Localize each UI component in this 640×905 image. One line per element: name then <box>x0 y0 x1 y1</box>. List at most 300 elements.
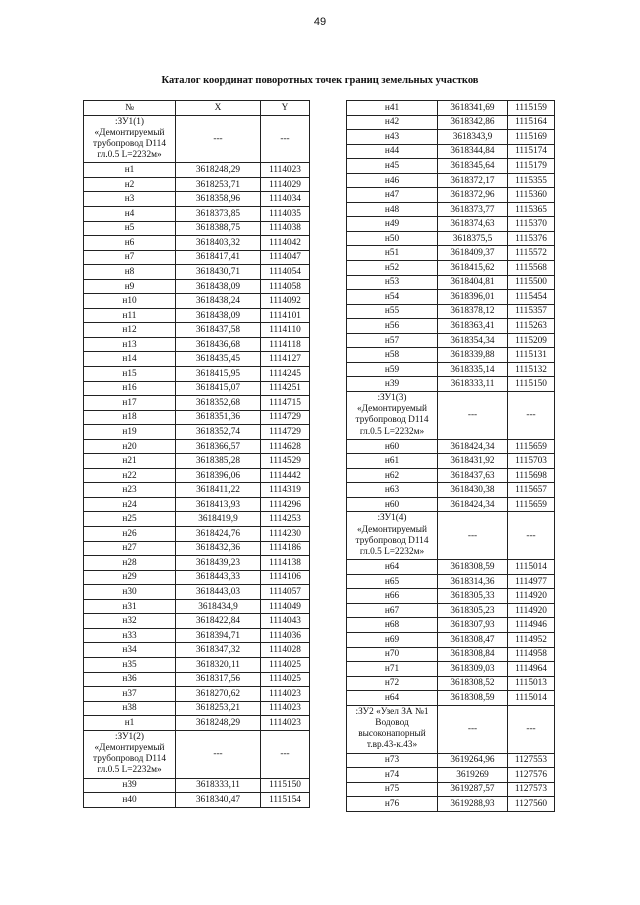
x-cell: 3618373,85 <box>176 207 261 222</box>
point-number-cell: н43 <box>347 130 438 145</box>
header-x: X <box>176 101 261 116</box>
x-cell: --- <box>176 730 261 778</box>
x-cell: 3618411,22 <box>176 483 261 498</box>
y-cell: 1115365 <box>508 202 555 217</box>
point-number-cell: н70 <box>347 647 438 662</box>
y-cell: 1127573 <box>508 782 555 797</box>
table-row <box>84 265 310 280</box>
x-cell: 3618443,33 <box>176 570 261 585</box>
y-cell: --- <box>508 512 555 560</box>
x-cell: 3618434,9 <box>176 599 261 614</box>
table-row <box>347 454 555 469</box>
x-cell: 3618317,56 <box>176 672 261 687</box>
table-row <box>84 643 310 658</box>
x-cell: 3618341,69 <box>438 101 508 116</box>
point-number-cell: н4 <box>84 207 176 222</box>
table-row <box>84 778 310 793</box>
point-number-cell: н33 <box>84 628 176 643</box>
y-cell: 1115370 <box>508 217 555 232</box>
point-number-cell: н45 <box>347 159 438 174</box>
point-number-cell: н73 <box>347 753 438 768</box>
x-cell: 3618394,71 <box>176 628 261 643</box>
x-cell: 3618363,41 <box>438 319 508 334</box>
x-cell: 3618309,03 <box>438 662 508 677</box>
x-cell: --- <box>438 705 508 753</box>
y-cell: 1115014 <box>508 560 555 575</box>
point-number-cell: н39 <box>347 377 438 392</box>
y-cell: 1114054 <box>261 265 310 280</box>
x-cell: 3618424,34 <box>438 439 508 454</box>
table-row <box>84 308 310 323</box>
table-row <box>347 246 555 261</box>
point-number-cell: н49 <box>347 217 438 232</box>
y-cell: 1127560 <box>508 797 555 812</box>
x-cell: 3618320,11 <box>176 657 261 672</box>
x-cell: 3618339,88 <box>438 348 508 363</box>
point-number-cell: н44 <box>347 144 438 159</box>
point-number-cell: н46 <box>347 173 438 188</box>
table-row <box>347 130 555 145</box>
y-cell: 1114964 <box>508 662 555 677</box>
point-number-cell: н60 <box>347 439 438 454</box>
x-cell: 3619288,93 <box>438 797 508 812</box>
table-row <box>84 236 310 251</box>
point-number-cell: н42 <box>347 115 438 130</box>
table-row <box>84 410 310 425</box>
y-cell: 1114023 <box>261 687 310 702</box>
point-number-cell: н10 <box>84 294 176 309</box>
point-number-cell: н40 <box>84 793 176 808</box>
point-number-cell: н58 <box>347 348 438 363</box>
point-number-cell: н7 <box>84 250 176 265</box>
point-number-cell: н31 <box>84 599 176 614</box>
y-cell: 1114043 <box>261 614 310 629</box>
point-number-cell: н67 <box>347 603 438 618</box>
point-number-cell: н71 <box>347 662 438 677</box>
x-cell: 3618374,63 <box>438 217 508 232</box>
y-cell: 1115355 <box>508 173 555 188</box>
point-number-cell: н39 <box>84 778 176 793</box>
y-cell: 1114106 <box>261 570 310 585</box>
table-row <box>347 261 555 276</box>
x-cell: 3618345,64 <box>438 159 508 174</box>
y-cell: --- <box>261 730 310 778</box>
point-number-cell: н22 <box>84 468 176 483</box>
section-label-cell: :ЗУ1(3) «Демонтируемый трубопровод D114 гл.0.5 L=2232м» <box>347 391 438 439</box>
section-label-cell: :ЗУ1(4) «Демонтируемый трубопровод D114 гл.0.5 L=2232м» <box>347 512 438 560</box>
y-cell: 1114715 <box>261 396 310 411</box>
x-cell: 3618413,93 <box>176 497 261 512</box>
y-cell: 1115169 <box>508 130 555 145</box>
table-row <box>84 396 310 411</box>
table-row <box>84 657 310 672</box>
point-number-cell: н1 <box>84 716 176 731</box>
y-cell: 1115154 <box>261 793 310 808</box>
y-cell: 1115150 <box>261 778 310 793</box>
y-cell: 1114034 <box>261 192 310 207</box>
table-header-row <box>84 101 310 116</box>
point-number-cell: н61 <box>347 454 438 469</box>
table-row <box>347 362 555 377</box>
y-cell: 1114023 <box>261 701 310 716</box>
y-cell: 1115454 <box>508 290 555 305</box>
point-number-cell: н18 <box>84 410 176 425</box>
x-cell: 3618424,76 <box>176 527 261 542</box>
point-number-cell: н56 <box>347 319 438 334</box>
table-row <box>347 768 555 783</box>
y-cell: 1115659 <box>508 439 555 454</box>
x-cell: --- <box>438 512 508 560</box>
point-number-cell: н32 <box>84 614 176 629</box>
table-row <box>84 192 310 207</box>
y-cell: 1114110 <box>261 323 310 338</box>
table-row <box>84 614 310 629</box>
y-cell: 1114092 <box>261 294 310 309</box>
table-row <box>84 468 310 483</box>
x-cell: 3618308,52 <box>438 676 508 691</box>
table-row <box>84 672 310 687</box>
section-row <box>84 115 310 163</box>
y-cell: 1115698 <box>508 468 555 483</box>
x-cell: 3618343,9 <box>438 130 508 145</box>
x-cell: 3618248,29 <box>176 163 261 178</box>
point-number-cell: н13 <box>84 337 176 352</box>
table-row <box>347 275 555 290</box>
page-number: 49 <box>313 16 327 28</box>
section-label-cell: :ЗУ1(1) «Демонтируемый трубопровод D114 гл.0.5 L=2232м» <box>84 115 176 163</box>
y-cell: 1115376 <box>508 231 555 246</box>
table-row <box>84 793 310 808</box>
x-cell: 3618347,32 <box>176 643 261 658</box>
point-number-cell: н38 <box>84 701 176 716</box>
section-row <box>347 705 555 753</box>
section-label-cell: :ЗУ2 «Узел ЗА №1 Водовод высоконапорный т.вр.43-к.43» <box>347 705 438 753</box>
x-cell: 3618308,47 <box>438 633 508 648</box>
x-cell: 3618432,36 <box>176 541 261 556</box>
y-cell: 1114029 <box>261 177 310 192</box>
point-number-cell: н50 <box>347 231 438 246</box>
table-row <box>84 207 310 222</box>
point-number-cell: н35 <box>84 657 176 672</box>
x-cell: 3618437,58 <box>176 323 261 338</box>
x-cell: --- <box>438 391 508 439</box>
x-cell: 3618415,62 <box>438 261 508 276</box>
y-cell: 1114920 <box>508 589 555 604</box>
coordinates-table-left <box>83 100 310 808</box>
header-num: № <box>84 101 176 116</box>
point-number-cell: н23 <box>84 483 176 498</box>
y-cell: 1114920 <box>508 603 555 618</box>
table-row <box>347 115 555 130</box>
y-cell: 1114023 <box>261 716 310 731</box>
y-cell: 1115657 <box>508 483 555 498</box>
x-cell: 3618372,96 <box>438 188 508 203</box>
table-row <box>84 425 310 440</box>
coordinates-table-right <box>346 100 555 812</box>
x-cell: 3618415,07 <box>176 381 261 396</box>
x-cell: 3618305,23 <box>438 603 508 618</box>
point-number-cell: н65 <box>347 574 438 589</box>
table-row <box>347 497 555 512</box>
table-row <box>84 250 310 265</box>
y-cell: --- <box>261 115 310 163</box>
y-cell: 1114729 <box>261 425 310 440</box>
table-row <box>84 512 310 527</box>
point-number-cell: н29 <box>84 570 176 585</box>
x-cell: 3618333,11 <box>438 377 508 392</box>
point-number-cell: н17 <box>84 396 176 411</box>
table-row <box>84 599 310 614</box>
y-cell: 1114952 <box>508 633 555 648</box>
table-row <box>347 618 555 633</box>
table-row <box>84 716 310 731</box>
table-row <box>347 144 555 159</box>
table-row <box>84 381 310 396</box>
point-number-cell: н20 <box>84 439 176 454</box>
x-cell: 3618435,45 <box>176 352 261 367</box>
y-cell: 1114230 <box>261 527 310 542</box>
x-cell: 3618354,34 <box>438 333 508 348</box>
point-number-cell: н55 <box>347 304 438 319</box>
table-row <box>84 570 310 585</box>
point-number-cell: н54 <box>347 290 438 305</box>
table-row <box>347 662 555 677</box>
table-row <box>347 797 555 812</box>
header-y: Y <box>261 101 310 116</box>
x-cell: 3618248,29 <box>176 716 261 731</box>
point-number-cell: н30 <box>84 585 176 600</box>
x-cell: 3618372,17 <box>438 173 508 188</box>
table-row <box>347 782 555 797</box>
point-number-cell: н52 <box>347 261 438 276</box>
y-cell: 1114047 <box>261 250 310 265</box>
table-row <box>347 647 555 662</box>
x-cell: 3618366,57 <box>176 439 261 454</box>
table-row <box>347 439 555 454</box>
y-cell: 1114023 <box>261 163 310 178</box>
section-row <box>347 512 555 560</box>
table-row <box>347 333 555 348</box>
point-number-cell: н3 <box>84 192 176 207</box>
y-cell: 1114036 <box>261 628 310 643</box>
table-row <box>347 753 555 768</box>
x-cell: 3618385,28 <box>176 454 261 469</box>
y-cell: 1114035 <box>261 207 310 222</box>
point-number-cell: н21 <box>84 454 176 469</box>
table-row <box>347 231 555 246</box>
x-cell: 3618443,03 <box>176 585 261 600</box>
y-cell: 1115179 <box>508 159 555 174</box>
point-number-cell: н53 <box>347 275 438 290</box>
y-cell: 1115357 <box>508 304 555 319</box>
table-row <box>84 279 310 294</box>
x-cell: 3618375,5 <box>438 231 508 246</box>
point-number-cell: н34 <box>84 643 176 658</box>
table-row <box>347 468 555 483</box>
table-row <box>84 177 310 192</box>
y-cell: 1115360 <box>508 188 555 203</box>
x-cell: --- <box>176 115 261 163</box>
table-row <box>347 589 555 604</box>
x-cell: 3618438,09 <box>176 308 261 323</box>
x-cell: 3618438,09 <box>176 279 261 294</box>
point-number-cell: н2 <box>84 177 176 192</box>
x-cell: 3618415,95 <box>176 367 261 382</box>
y-cell: 1114946 <box>508 618 555 633</box>
point-number-cell: н76 <box>347 797 438 812</box>
table-row <box>347 188 555 203</box>
y-cell: --- <box>508 391 555 439</box>
x-cell: 3618431,92 <box>438 454 508 469</box>
x-cell: 3618342,86 <box>438 115 508 130</box>
y-cell: 1114042 <box>261 236 310 251</box>
y-cell: 1115150 <box>508 377 555 392</box>
table-row <box>347 691 555 706</box>
point-number-cell: н60 <box>347 497 438 512</box>
table-row <box>347 290 555 305</box>
y-cell: 1114628 <box>261 439 310 454</box>
y-cell: 1115131 <box>508 348 555 363</box>
x-cell: 3618253,21 <box>176 701 261 716</box>
x-cell: 3618253,71 <box>176 177 261 192</box>
table-row <box>347 377 555 392</box>
y-cell: 1114729 <box>261 410 310 425</box>
y-cell: 1127553 <box>508 753 555 768</box>
y-cell: 1114028 <box>261 643 310 658</box>
point-number-cell: н16 <box>84 381 176 396</box>
point-number-cell: н64 <box>347 560 438 575</box>
y-cell: 1114127 <box>261 352 310 367</box>
point-number-cell: н63 <box>347 483 438 498</box>
point-number-cell: н51 <box>347 246 438 261</box>
point-number-cell: н69 <box>347 633 438 648</box>
point-number-cell: н66 <box>347 589 438 604</box>
section-label-cell: :ЗУ1(2) «Демонтируемый трубопровод D114 гл.0.5 L=2232м» <box>84 730 176 778</box>
point-number-cell: н12 <box>84 323 176 338</box>
x-cell: 3618378,12 <box>438 304 508 319</box>
y-cell: 1115659 <box>508 497 555 512</box>
x-cell: 3619269 <box>438 768 508 783</box>
point-number-cell: н36 <box>84 672 176 687</box>
x-cell: 3618417,41 <box>176 250 261 265</box>
y-cell: 1114958 <box>508 647 555 662</box>
table-body-right <box>347 101 555 812</box>
x-cell: 3618333,11 <box>176 778 261 793</box>
x-cell: 3618409,37 <box>438 246 508 261</box>
table-row <box>347 319 555 334</box>
table-row <box>84 585 310 600</box>
point-number-cell: н11 <box>84 308 176 323</box>
point-number-cell: н15 <box>84 367 176 382</box>
y-cell: 1114038 <box>261 221 310 236</box>
y-cell: 1114319 <box>261 483 310 498</box>
x-cell: 3618308,84 <box>438 647 508 662</box>
table-row <box>347 101 555 116</box>
y-cell: 1115014 <box>508 691 555 706</box>
x-cell: 3618419,9 <box>176 512 261 527</box>
y-cell: 1114025 <box>261 672 310 687</box>
x-cell: 3618373,77 <box>438 202 508 217</box>
x-cell: 3618422,84 <box>176 614 261 629</box>
point-number-cell: н6 <box>84 236 176 251</box>
y-cell: 1114138 <box>261 556 310 571</box>
x-cell: 3618305,33 <box>438 589 508 604</box>
point-number-cell: н48 <box>347 202 438 217</box>
y-cell: 1114529 <box>261 454 310 469</box>
table-row <box>347 159 555 174</box>
y-cell: 1114101 <box>261 308 310 323</box>
y-cell: 1115572 <box>508 246 555 261</box>
table-row <box>84 628 310 643</box>
point-number-cell: н37 <box>84 687 176 702</box>
y-cell: 1114049 <box>261 599 310 614</box>
y-cell: 1115263 <box>508 319 555 334</box>
x-cell: 3618388,75 <box>176 221 261 236</box>
x-cell: 3618358,96 <box>176 192 261 207</box>
x-cell: 3618335,14 <box>438 362 508 377</box>
y-cell: 1114251 <box>261 381 310 396</box>
x-cell: 3618352,74 <box>176 425 261 440</box>
y-cell: 1114253 <box>261 512 310 527</box>
table-row <box>84 701 310 716</box>
point-number-cell: н28 <box>84 556 176 571</box>
point-number-cell: н74 <box>347 768 438 783</box>
table-row <box>84 497 310 512</box>
x-cell: 3618438,24 <box>176 294 261 309</box>
x-cell: 3618436,68 <box>176 337 261 352</box>
table-row <box>84 541 310 556</box>
y-cell: 1114058 <box>261 279 310 294</box>
table-row <box>84 454 310 469</box>
point-number-cell: н25 <box>84 512 176 527</box>
table-row <box>84 221 310 236</box>
y-cell: 1114025 <box>261 657 310 672</box>
x-cell: 3618403,32 <box>176 236 261 251</box>
point-number-cell: н41 <box>347 101 438 116</box>
table-row <box>347 574 555 589</box>
point-number-cell: н68 <box>347 618 438 633</box>
x-cell: 3618314,36 <box>438 574 508 589</box>
table-row <box>347 676 555 691</box>
point-number-cell: н62 <box>347 468 438 483</box>
x-cell: 3618437,63 <box>438 468 508 483</box>
table-row <box>347 173 555 188</box>
x-cell: 3618344,84 <box>438 144 508 159</box>
y-cell: 1114296 <box>261 497 310 512</box>
x-cell: 3618396,01 <box>438 290 508 305</box>
y-cell: 1115500 <box>508 275 555 290</box>
y-cell: 1115209 <box>508 333 555 348</box>
y-cell: 1115132 <box>508 362 555 377</box>
x-cell: 3618352,68 <box>176 396 261 411</box>
table-row <box>84 352 310 367</box>
table-row <box>84 527 310 542</box>
x-cell: 3619287,57 <box>438 782 508 797</box>
table-row <box>84 294 310 309</box>
table-row <box>347 304 555 319</box>
x-cell: 3618396,06 <box>176 468 261 483</box>
y-cell: --- <box>508 705 555 753</box>
table-row <box>347 348 555 363</box>
table-row <box>347 560 555 575</box>
y-cell: 1115174 <box>508 144 555 159</box>
x-cell: 3618439,23 <box>176 556 261 571</box>
table-row <box>347 633 555 648</box>
table-row <box>347 217 555 232</box>
y-cell: 1115568 <box>508 261 555 276</box>
point-number-cell: н59 <box>347 362 438 377</box>
point-number-cell: н19 <box>84 425 176 440</box>
